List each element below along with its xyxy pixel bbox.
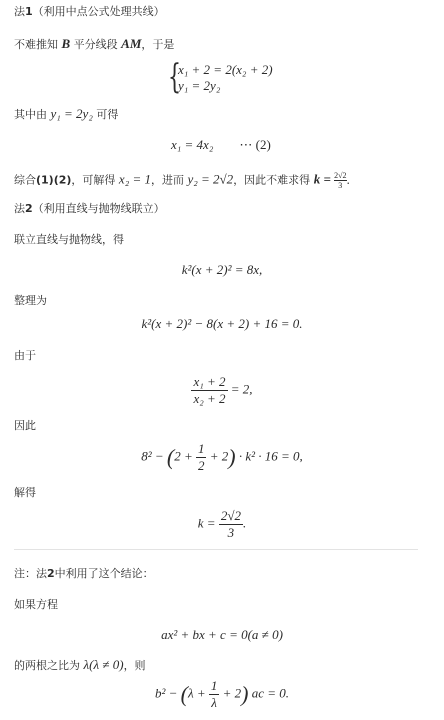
equation-d xyxy=(0,441,444,474)
method1-intro xyxy=(14,36,174,53)
left-brace: { xyxy=(168,57,181,97)
inline-math: y₂ = 2√2 xyxy=(187,171,234,187)
k-result-fraction xyxy=(219,508,243,541)
inline-math: λ(λ ≠ 0) xyxy=(83,657,124,672)
inline-math: k = xyxy=(313,171,335,187)
paren-close: ) xyxy=(241,681,249,707)
method1-heading-number: 1 xyxy=(25,5,33,18)
fraction-denominator: λ xyxy=(209,694,220,711)
note-equation-a: ax² + bx + c = 0(a ≠ 0) xyxy=(161,627,283,642)
system-equation-2: y₁ = 2y₂ xyxy=(178,78,221,93)
fraction-denominator: 2 xyxy=(197,458,205,473)
equation-end: . xyxy=(242,515,247,531)
equation-rhs: = 2, xyxy=(227,381,253,397)
half-fraction xyxy=(196,441,207,474)
method2-heading xyxy=(14,201,165,217)
equation-e xyxy=(0,508,444,541)
method2-line-b: 整理为 xyxy=(14,294,47,307)
equation-term: 2 + xyxy=(174,448,196,464)
text-fragment: ，因此不难求得 xyxy=(233,173,314,187)
method1-heading-text: （利用中点公式处理共线） xyxy=(32,5,165,18)
fraction-numerator: 1 xyxy=(210,678,218,693)
text-fragment: 的两根之比为 xyxy=(14,659,84,672)
method2-line-d: 因此 xyxy=(14,419,36,432)
equation-reference: (1)(2) xyxy=(36,173,72,187)
text-fragment: ，可解得 xyxy=(71,173,119,187)
equation-term: + 2 xyxy=(219,685,242,701)
inline-math: y₁ = 2y₂ xyxy=(50,106,93,121)
fraction-numerator: x₁ + 2 xyxy=(193,374,226,389)
method1-line3 xyxy=(14,171,358,190)
text-fragment: ． xyxy=(346,173,358,187)
note-heading xyxy=(14,566,154,582)
method1-heading xyxy=(14,4,165,20)
method1-line2 xyxy=(14,106,118,123)
equation-text: x₁ = 4x₂ xyxy=(171,137,214,152)
equation-term: + 2 xyxy=(206,448,229,464)
k-fraction xyxy=(334,171,346,190)
section-divider xyxy=(14,549,418,550)
note-prefix: 注：法 xyxy=(14,567,47,580)
fraction-numerator: 2√2 xyxy=(220,508,241,523)
ratio-fraction xyxy=(191,374,227,407)
equation-tag: ⋯ (2) xyxy=(239,137,271,152)
fraction-numerator: 2√2 xyxy=(334,171,347,180)
text-fragment: ，于是 xyxy=(141,38,175,51)
method2-line-a: 联立直线与抛物线，得 xyxy=(14,233,124,246)
equation-lhs: b² − xyxy=(154,685,181,701)
text-fragment: 可得 xyxy=(92,108,119,121)
text-fragment: ，则 xyxy=(123,659,146,672)
fraction-numerator: 1 xyxy=(197,441,205,456)
note-equation-b xyxy=(0,678,444,711)
fraction-denominator: 3 xyxy=(334,180,346,190)
method2-heading-number: 2 xyxy=(25,202,33,215)
note-text: 中利用了这个结论： xyxy=(54,567,154,580)
fraction-denominator: x₂ + 2 xyxy=(193,391,226,406)
equation-rhs: · k² · 16 = 0, xyxy=(235,448,303,464)
paren-open: ( xyxy=(180,681,188,707)
equation-a: k²(x + 2)² = 8x, xyxy=(181,262,263,277)
note-line-c xyxy=(14,657,146,674)
equation-term: λ + xyxy=(187,685,209,701)
method2-heading-prefix: 法 xyxy=(14,202,25,215)
fraction-denominator: 3 xyxy=(219,524,243,541)
paren-close: ) xyxy=(228,444,236,470)
paren-open: ( xyxy=(166,444,175,470)
note-line-b: 如果方程 xyxy=(14,598,58,611)
equation-rhs: ac = 0. xyxy=(248,685,290,701)
text-fragment: 不难推知 xyxy=(14,38,62,51)
equation-2 xyxy=(171,137,271,153)
text-fragment: 平分线段 xyxy=(70,38,122,51)
text-fragment: 综合 xyxy=(14,173,36,187)
text-fragment: ，进而 xyxy=(150,173,188,187)
point-b: B xyxy=(61,36,71,51)
method2-line-e: 解得 xyxy=(14,486,36,499)
segment-am: AM xyxy=(121,36,142,51)
equation-lhs: k = xyxy=(197,515,219,531)
method2-line-c: 由于 xyxy=(14,349,36,362)
note-method-number: 2 xyxy=(47,567,55,580)
equation-lhs: 8² − xyxy=(141,448,167,464)
system-equation-1: x₁ + 2 = 2(x₂ + 2) xyxy=(178,62,273,77)
equation-b: k²(x + 2)² − 8(x + 2) + 16 = 0. xyxy=(141,316,303,331)
lambda-fraction xyxy=(209,678,220,711)
inline-math: x₂ = 1 xyxy=(118,171,151,187)
method1-heading-prefix: 法 xyxy=(14,5,25,18)
text-fragment: 其中由 xyxy=(14,108,51,121)
equation-c xyxy=(0,374,444,407)
method2-heading-text: （利用直线与抛物线联立） xyxy=(32,202,165,215)
